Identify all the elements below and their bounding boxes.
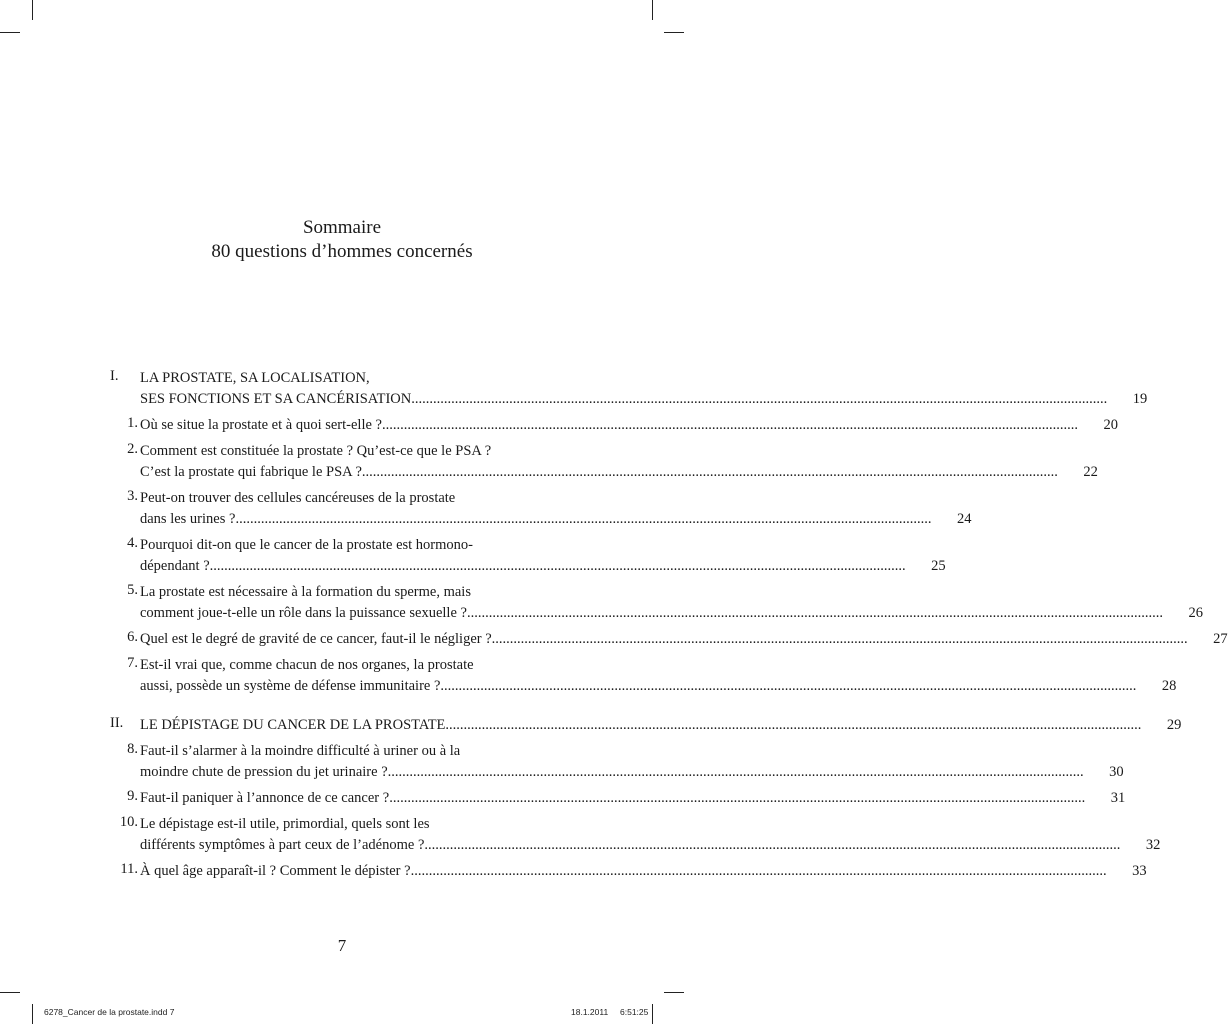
toc-page-number: 20 [1103,417,1118,433]
toc-entry-text: Faut-il s’alarmer à la moindre difficulté à uriner ou à la [140,743,461,759]
toc-entry-number: 4. [127,535,138,551]
title-subtitle: 80 questions d’hommes concernés [211,241,473,262]
toc-entry-number: 2. [127,441,138,457]
toc-page-number: 25 [931,558,946,574]
toc-entry-text: Pourquoi dit-on que le cancer de la prostate est hormono- [140,537,473,553]
toc-entry-text: Faut-il paniquer à l’annonce de ce cancer ? [140,790,390,806]
footer-filename: 6278_Cancer de la prostate.indd 7 [44,1007,175,1017]
toc-entry-number: 5. [127,582,138,598]
toc-page-number: 33 [1132,863,1147,879]
toc-leader-dots [424,835,1120,856]
toc-page-number: 31 [1110,790,1126,806]
toc-entry-text: C’est la prostate qui fabrique le PSA ? [140,464,362,480]
footer-date: 18.1.2011 [571,1007,609,1017]
toc-page-number: 26 [1188,605,1203,621]
toc-leader-dots [388,762,1084,783]
toc-leader-dots [235,509,931,530]
toc-leader-dots [210,556,906,577]
crop-mark [652,0,653,20]
toc-entry-number: 1. [127,415,138,431]
toc-leader-dots [467,603,1163,624]
toc-leader-dots [492,629,1188,650]
toc-entry [110,629,1228,650]
toc-entry-text: Quel est le degré de gravité de ce cancer, faut-il le négliger ? [140,631,492,647]
toc-page-number: 28 [1161,678,1177,694]
crop-mark [652,1004,653,1024]
toc-entry-text: Comment est constituée la prostate ? Qu’est-ce que le PSA ? [140,443,492,459]
toc-entry [110,441,1098,483]
table-of-contents [110,368,1228,887]
toc-page-number: 29 [1166,717,1182,733]
toc-entry-text: dépendant ? [140,558,210,574]
toc-entry-text: À quel âge apparaît-il ? Comment le dépister ? [140,863,411,879]
toc-page-number: 24 [956,511,972,527]
title-sommaire: Sommaire [302,217,382,238]
toc-page-number: 19 [1132,391,1148,407]
toc-entry-number: 3. [127,488,138,504]
toc-entry-text: LE DÉPISTAGE DU CANCER DE LA PROSTATE [140,717,446,733]
toc-leader-dots [411,389,1107,410]
toc-entry-text: LA PROSTATE, SA LOCALISATION, [140,370,370,386]
crop-mark [664,992,684,993]
toc-entry [110,535,946,577]
toc-leader-dots [382,415,1078,436]
toc-entry-number: 6. [127,629,138,645]
toc-leader-dots [411,861,1107,882]
toc-entry [110,861,1147,882]
toc-leader-dots [440,676,1136,697]
crop-mark [32,0,33,20]
toc-leader-dots [389,788,1085,809]
toc-entry-text: Où se situe la prostate et à quoi sert-elle ? [140,417,382,433]
toc-entry [110,741,1124,783]
toc-leader-dots [362,462,1058,483]
page-number: 7 [337,936,347,955]
toc-entry-number: 9. [127,788,138,804]
toc-entry-text: Le dépistage est-il utile, primordial, quels sont les [140,816,430,832]
toc-entry [110,582,1203,624]
toc-section [110,715,1182,736]
toc-entry-text: comment joue-t-elle un rôle dans la puissance sexuelle ? [140,605,467,621]
toc-entry-text: moindre chute de pression du jet urinaire ? [140,764,388,780]
page-title [0,216,684,264]
toc-page-number: 27 [1213,631,1228,647]
toc-entry-text: dans les urines ? [140,511,236,527]
toc-entry-number: 10. [119,814,138,830]
footer-time: 6:51:25 [620,1007,649,1017]
toc-entry-number: 8. [127,741,138,757]
toc-page-number: 30 [1109,764,1124,780]
toc-entry [110,415,1118,436]
toc-entry [110,488,972,530]
toc-entry-number: 7. [127,655,138,671]
toc-section [110,368,1148,410]
toc-entry-text: La prostate est nécessaire à la formation du sperme, mais [140,584,471,600]
crop-mark [32,1004,33,1024]
toc-entry [110,814,1161,856]
toc-entry-text: différents symptômes à part ceux de l’adénome ? [140,837,425,853]
toc-entry-number: I. [110,368,119,384]
toc-entry-text: Peut-on trouver des cellules cancéreuses de la prostate [140,490,456,506]
toc-page-number: 32 [1145,837,1161,853]
crop-mark [0,32,20,33]
toc-entry-number: 11. [120,861,138,877]
toc-page-number: 22 [1083,464,1098,480]
toc-entry-text: SES FONCTIONS ET SA CANCÉRISATION [140,391,412,407]
crop-mark [664,32,684,33]
toc-entry-text: Est-il vrai que, comme chacun de nos organes, la prostate [140,657,474,673]
toc-entry [110,788,1126,809]
crop-mark [0,992,20,993]
toc-entry-text: aussi, possède un système de défense immunitaire ? [140,678,441,694]
toc-entry-number: II. [110,715,124,731]
toc-leader-dots [445,715,1141,736]
toc-entry [110,655,1177,697]
